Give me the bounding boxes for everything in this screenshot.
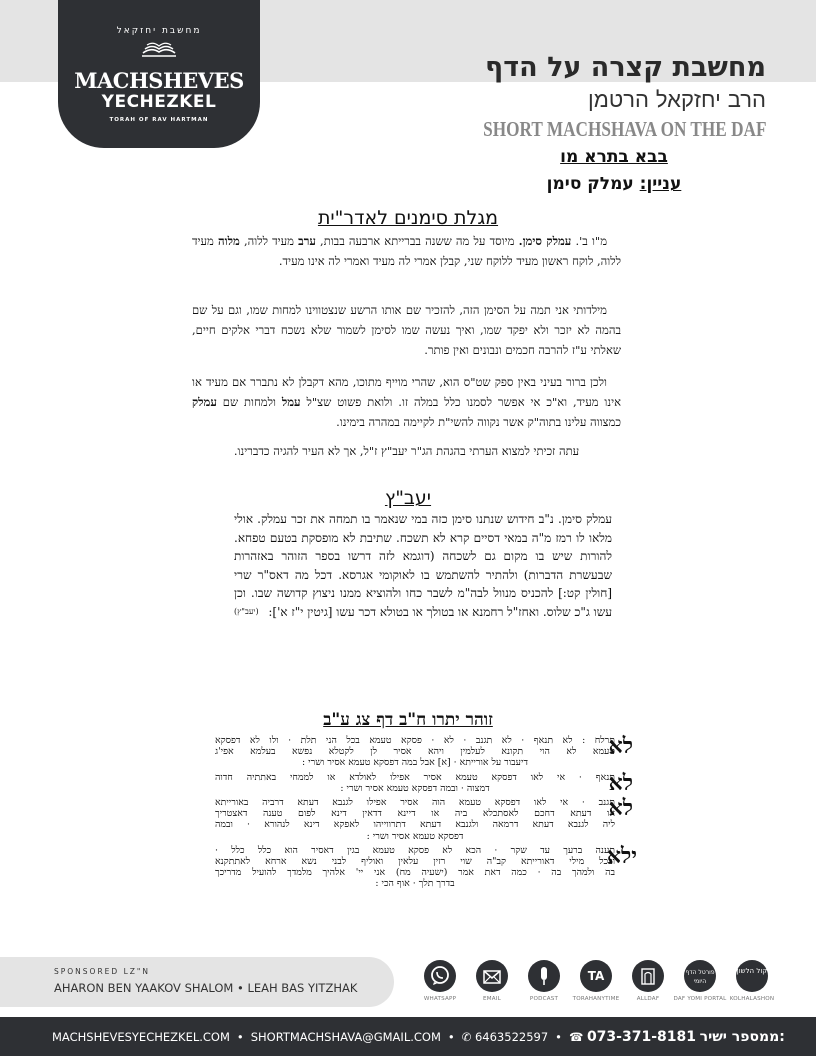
zohar-block — [215, 769, 633, 796]
website-link[interactable]: MACHSHEVESYECHEZKEL.COM — [52, 1030, 230, 1044]
text: עמלק סימן. נ"ב חידוש שנתנו סימן כזה במי שנאמר בו תמחה את זכר עמלק. אולי מלאו לו רמז מ"ה במאי דסיים קרא לא תשכח. שתיבת לא מופסקת בטעם טפחא. להורות שיש בו מקום גם לשכחה (דוגמא לזה דרשו בספר הזוהר באזהרות שבעשרת הדברות) ולהתיר להשתמש בו לאוקומי אגרסא. דכל מה דאס"ר שרי [חולין קט:] להכניס מנוול לבה"מ לשבר כחו ולהוציא ממנו ניצוץ קדושה שבו. וכן עשו ג"כ שלוס. ואחז"ל רחמנא או בטולך או בטולא דכר עשו [גיטין י"ז א']: — [234, 512, 612, 619]
zohar-line: דמצוה · ובמה דפסקא טעמא אסיר ושרי : — [340, 782, 490, 794]
bold-text: מלוה — [218, 234, 240, 248]
bold-text: עמלק — [192, 395, 217, 409]
yaavetz-text — [234, 510, 612, 622]
section-heading-zohar — [0, 710, 816, 730]
whatsapp-small-icon: ✆ — [461, 1030, 472, 1044]
phone-number[interactable]: 073-371-8181 — [586, 1029, 696, 1045]
zohar-block — [215, 795, 633, 842]
email-address[interactable]: SHORTMACHSHAVA@GMAIL.COM — [250, 1030, 441, 1044]
bold-text: ערב — [298, 234, 316, 248]
text: עתה זכיתי למצוא הערתי בהגהת הג"ר יעב"ץ ז"ל, אך לא העיר להגיה כדברינו. — [233, 444, 580, 458]
sponsor-label: SPONSORED LZ"N — [54, 967, 150, 976]
page-title: מחשבת קצרה על הדף — [485, 52, 766, 83]
kolhalashon-icon: קול הלשון — [736, 960, 768, 992]
section-heading-yaavetz — [0, 487, 816, 509]
link-icons — [412, 960, 782, 1008]
topic-label: עניין: — [639, 174, 682, 194]
podcast-icon — [528, 960, 560, 992]
topic-value: עמלק סימן — [546, 174, 634, 194]
torahanytime-link[interactable] — [568, 960, 624, 1002]
phone-icon: ☎ — [568, 1030, 584, 1044]
topic-heading — [0, 174, 816, 194]
author-name: הרב יחזקאל הרטמן — [588, 88, 766, 113]
footer-bar — [0, 1017, 816, 1056]
torahanytime-icon: TA — [580, 960, 612, 992]
separator: • — [236, 1030, 244, 1044]
email-icon — [476, 960, 508, 992]
zohar-line: ובכל מילי דאורייתא קב"ה שוי רזין עלאין ואוליף לבני נשא ארחא לאתתקנא — [215, 856, 615, 868]
kolhalashon-link[interactable] — [724, 960, 780, 1002]
masechet-text: בבא בתרא מו — [560, 147, 668, 167]
logo-tagline: TORAH OF RAV HARTMAN — [109, 117, 209, 123]
daf-yomi-portal-link[interactable] — [672, 960, 728, 1002]
section-heading-main — [0, 207, 816, 229]
zohar-line: דפסקא טעמא אסיר ושרי : — [366, 830, 464, 842]
text: מ"ו ב'. — [575, 234, 608, 248]
zohar-line: בה ולמהך בה · כמה דאת אמר (ישעיה מח) אני יי' אלהיך מלמדך להועיל מדריכך — [215, 867, 615, 879]
masechet-heading — [0, 147, 816, 167]
separator: • — [447, 1030, 455, 1044]
logo-hebrew-arc: מחשבת יחזקאל — [116, 26, 202, 36]
zohar-line: בדרך תלך · אוף הכי : — [375, 878, 455, 890]
whatsapp-icon — [424, 960, 456, 992]
bold-text: עמלק סימן. — [518, 234, 572, 248]
zohar-line: תרלח : לא תנאף · לא תגנב · לא · פסקא טעמא בכל הני תלת · ולו לא דפסקא — [215, 735, 615, 746]
logo — [58, 0, 260, 148]
alldaf-link[interactable] — [620, 960, 676, 1002]
whatsapp-link[interactable] — [412, 960, 468, 1002]
text: מעיד ללוה, — [243, 234, 294, 248]
zohar-line: או דעתא דחכם לאסתכלא ביה או דיינא דדאין דינא לפום טענה דאצטריך — [215, 808, 615, 820]
zohar-text — [215, 733, 637, 890]
link-label: EMAIL — [483, 996, 501, 1002]
text: ולכן ברור בעיני באין ספק שט"ס הוא, שהרי מוייף מתוכו, מהא דקבלן לא נתברר אם מעיד או אינו מעיד, וא"כ אי אפשר לסמנו כלל במלה זו. ולואת פשוט שצ"ל — [192, 375, 622, 409]
whatsapp-number[interactable]: 6463522597 — [474, 1030, 549, 1044]
zohar-block — [215, 842, 637, 890]
text: ולמחות שם — [222, 395, 276, 409]
paragraph-2 — [192, 300, 621, 360]
email-link[interactable] — [464, 960, 520, 1002]
section-heading-text: יעב"ץ — [384, 487, 432, 509]
phone-label: :ממספר ישיר — [699, 1029, 785, 1045]
logo-line2: YECHEZKEL — [101, 92, 217, 112]
paragraph-3 — [192, 372, 621, 432]
sponsor-names: AHARON BEN YAAKOV SHALOM • LEAH BAS YITZHAK — [54, 981, 358, 995]
zohar-block — [215, 733, 633, 769]
alldaf-icon — [632, 960, 664, 992]
zohar-line: טעמא לא הוי תקונא לעלמין ויהא אסיר לן לקטלא נפשא בעלמא אפי'ג — [215, 746, 615, 758]
zohar-line: דיעבור על אורייתא · [א] אבל במה דפסקא טעמא אסיר ושרי : — [302, 757, 528, 769]
zohar-initial: לא — [608, 733, 633, 759]
link-label: PODCAST — [529, 996, 559, 1002]
link-label: KOLHALASHON — [729, 996, 775, 1002]
daf-yomi-portal-icon: פורטל הדף היומי — [684, 960, 716, 992]
text: כמצווה עלינו בתוה"ק אשר נקווה להשי"ת לקיימה במהרה בימינו. — [336, 415, 621, 429]
sponsor-banner — [0, 957, 394, 1007]
zohar-line: ליה לגנבא דעתא דרמאה ולגנבא דעתא דתרווייהו לאפקא דינא לנהורא · ובמה — [215, 819, 615, 831]
bold-text: עמל — [281, 395, 301, 409]
paragraph-4 — [192, 441, 621, 461]
text: מילדותי אני תמה על הסימן הזה, להזכיר שם אותו הרשע שנצטווינו למחות שמו, וגם על שם בהמה לא יזכר ולא יפקד שמו, ואיך נעשה שמו לסימן לשמור שלא נשכח דברי אלקים חיים, שאלתי ע"ז להרבה חכמים ונבונים ואין פותר. — [192, 303, 621, 357]
zohar-initial: ילא — [606, 842, 637, 869]
logo-line1: MACHSHEVES — [74, 68, 244, 93]
source-tag: (יעב"ץ) — [234, 606, 259, 616]
zohar-initial: לא — [608, 769, 633, 796]
zohar-line: תענה ברעך עד שקר · הכא לא פסקא טעמא בגין דאסיר הוא כלל כלל · — [215, 844, 615, 856]
section-heading-text: זוהר יתרו ח"ב דף צג ע"ב — [323, 710, 493, 730]
paragraph-1 — [192, 231, 621, 271]
open-book-icon — [141, 41, 177, 57]
link-label: DAF YOMI PORTAL — [673, 996, 727, 1002]
link-label: WHATSAPP — [423, 996, 457, 1002]
text: מעיד ללוה, לוקח ראשון מעיד ללוקח שני, קבלן אמרי לה מעיד ואמרי לה אינו מעיד. — [192, 234, 621, 268]
zohar-line: תנאף · אי לאו דפסקא טעמא אסיר אפילו לאולדא או לממחי באתתיה חדוה — [215, 771, 615, 783]
zohar-initial: לא — [608, 795, 633, 822]
text: מיוסד על מה ששנה בברייתא ארבעה בבות, — [320, 234, 515, 248]
section-heading-text: מגלת סימנים לאדר"ית — [317, 207, 499, 229]
podcast-link[interactable] — [516, 960, 572, 1002]
link-label: TORAHANYTIME — [572, 996, 620, 1002]
separator: • — [555, 1030, 562, 1044]
english-title: SHORT MACHSHAVA ON THE DAF — [482, 117, 766, 141]
zohar-line: תגנב · אי לאו דפסקא טעמא הוה אסיר אפילו לגנבא דעתא דרביה באורייתא — [215, 797, 615, 809]
link-label: ALLDAF — [636, 996, 660, 1002]
